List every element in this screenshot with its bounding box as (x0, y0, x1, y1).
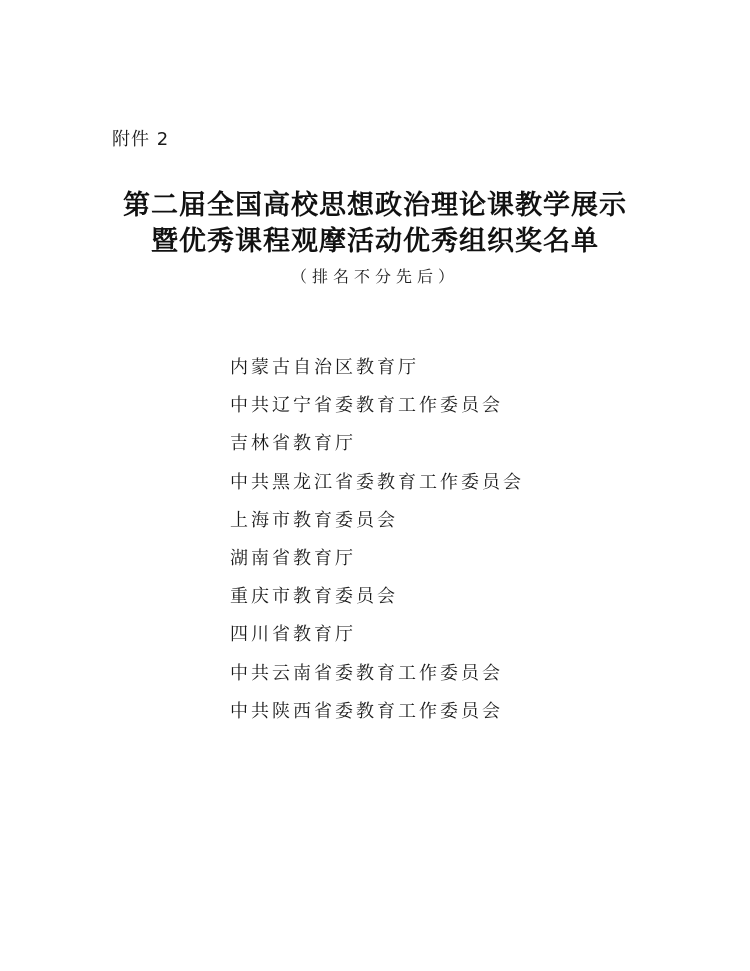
organization-item: 重庆市教育委员会 (230, 586, 398, 608)
organization-list (230, 356, 524, 738)
organization-item: 中共黑龙江省委教育工作委员会 (230, 471, 524, 493)
organization-item: 四川省教育厅 (230, 624, 356, 646)
title-line-2: 暨优秀课程观摩活动优秀组织奖名单 (151, 226, 599, 257)
organization-item: 中共云南省委教育工作委员会 (230, 662, 503, 684)
organization-item: 吉林省教育厅 (230, 433, 356, 455)
attachment-label: 附件 2 (112, 129, 170, 150)
organization-item: 中共陕西省委教育工作委员会 (230, 700, 503, 722)
title-line-1: 第二届全国高校思想政治理论课教学展示 (123, 190, 627, 221)
organization-item: 中共辽宁省委教育工作委员会 (230, 395, 503, 417)
organization-item: 内蒙古自治区教育厅 (230, 357, 419, 378)
organization-item: 湖南省教育厅 (230, 547, 356, 569)
organization-item: 上海市教育委员会 (230, 509, 398, 531)
title-block (0, 188, 750, 288)
ranking-note: （排名不分先后） (290, 267, 459, 286)
